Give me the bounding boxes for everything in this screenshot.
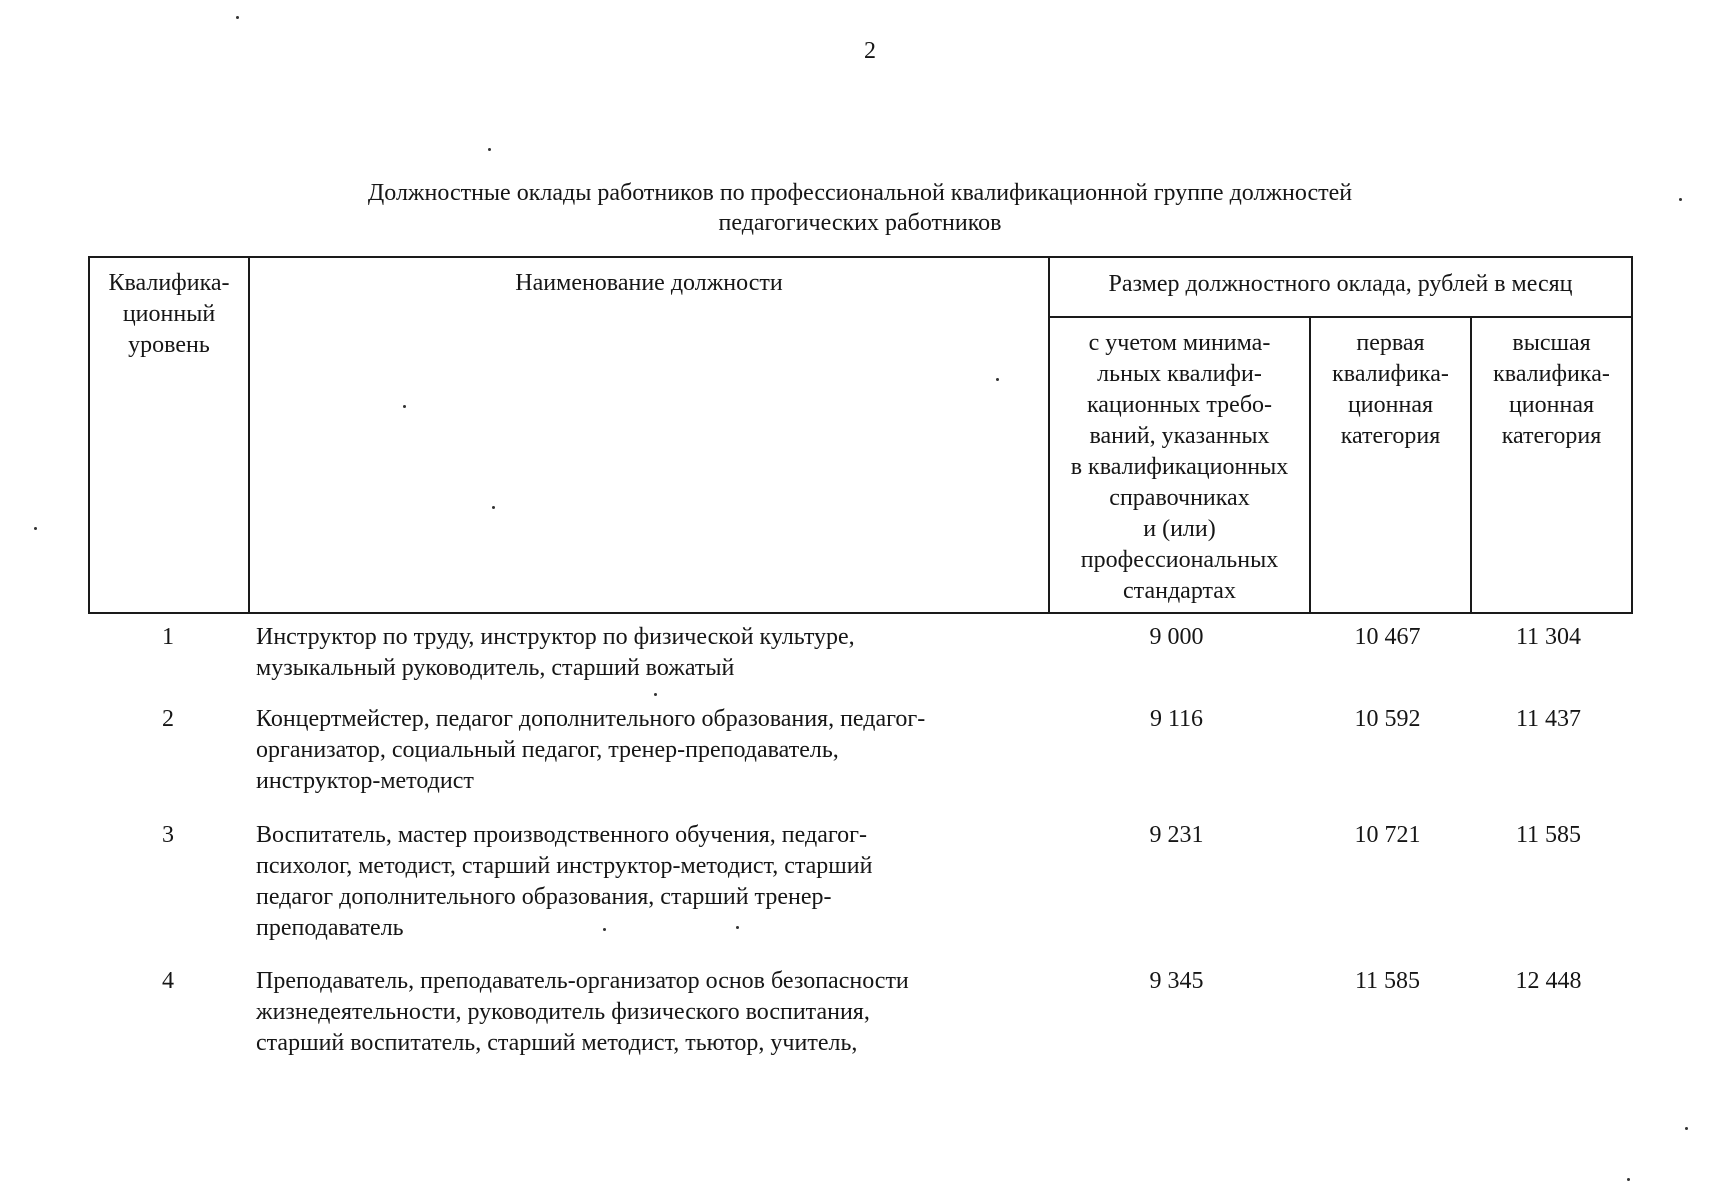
row-position-names: Преподаватель, преподаватель-организатор основ безопасности жизнедеятельности, руководитель физического воспитания, старший воспитатель, старший методист, тьютор, учитель, [256, 968, 909, 1056]
header-salary-minimum: с учетом минима- льных квалифи- кационных требо- ваний, указанных в квалификационных справочниках и (или) профессиональных стандартах [1049, 317, 1310, 613]
salary-table-header [88, 256, 1633, 614]
row-salary-highest-category: 11 585 [1515, 822, 1582, 848]
document-title-line-1: Должностные оклады работников по профессиональной квалификационной группе должностей [367, 180, 1353, 206]
scan-speck [1685, 1127, 1688, 1130]
table-row [88, 820, 1631, 966]
header-salary-highest-category: высшая квалифика- ционная категория [1471, 317, 1632, 613]
scan-speck [1679, 198, 1682, 201]
row-salary-first-category: 10 592 [1354, 706, 1421, 732]
scan-speck [236, 16, 239, 19]
scan-speck [403, 405, 406, 408]
row-salary-minimum: 9 116 [1149, 706, 1204, 732]
row-salary-first-category: 11 585 [1354, 968, 1421, 994]
header-qualification-level: Квалифика- ционный уровень [89, 257, 249, 613]
row-salary-minimum: 9 345 [1149, 968, 1204, 994]
header-salary-size: Размер должностного оклада, рублей в месяц [1049, 257, 1632, 317]
row-level: 1 [162, 624, 174, 650]
table-row [88, 704, 1631, 820]
scan-speck [1627, 1178, 1630, 1181]
row-salary-minimum: 9 000 [1149, 624, 1204, 650]
row-position-names: Инструктор по труду, инструктор по физической культуре, музыкальный руководитель, старший вожатый [256, 624, 855, 681]
salary-table-body [88, 622, 1631, 1086]
scan-speck [488, 148, 491, 151]
scan-speck [996, 378, 999, 381]
row-salary-highest-category: 11 437 [1515, 706, 1582, 732]
table-row [88, 622, 1631, 704]
row-salary-highest-category: 12 448 [1515, 968, 1582, 994]
row-position-names: Воспитатель, мастер производственного обучения, педагог- психолог, методист, старший инструктор-методист, старший педагог дополнительного образования, старший тренер- преподаватель [256, 822, 873, 941]
scan-speck [736, 926, 739, 929]
header-position-name: Наименование должности [249, 257, 1049, 613]
page-number: 2 [864, 38, 876, 64]
header-salary-first-category: первая квалифика- ционная категория [1310, 317, 1471, 613]
scan-speck [492, 506, 495, 509]
row-salary-minimum: 9 231 [1149, 822, 1204, 848]
row-salary-highest-category: 11 304 [1515, 624, 1582, 650]
row-level: 4 [162, 968, 174, 994]
row-salary-first-category: 10 721 [1354, 822, 1421, 848]
row-position-names: Концертмейстер, педагог дополнительного образования, педагог- организатор, социальный педагог, тренер-преподаватель, инструктор-методист [256, 706, 926, 794]
row-level: 3 [162, 822, 174, 848]
document-title [90, 178, 1630, 238]
scan-speck [603, 928, 606, 931]
scan-speck [654, 693, 657, 696]
document-title-line-2: педагогических работников [718, 210, 1002, 236]
row-level: 2 [162, 706, 174, 732]
row-salary-first-category: 10 467 [1354, 624, 1421, 650]
scan-speck [34, 527, 37, 530]
table-row [88, 966, 1631, 1086]
